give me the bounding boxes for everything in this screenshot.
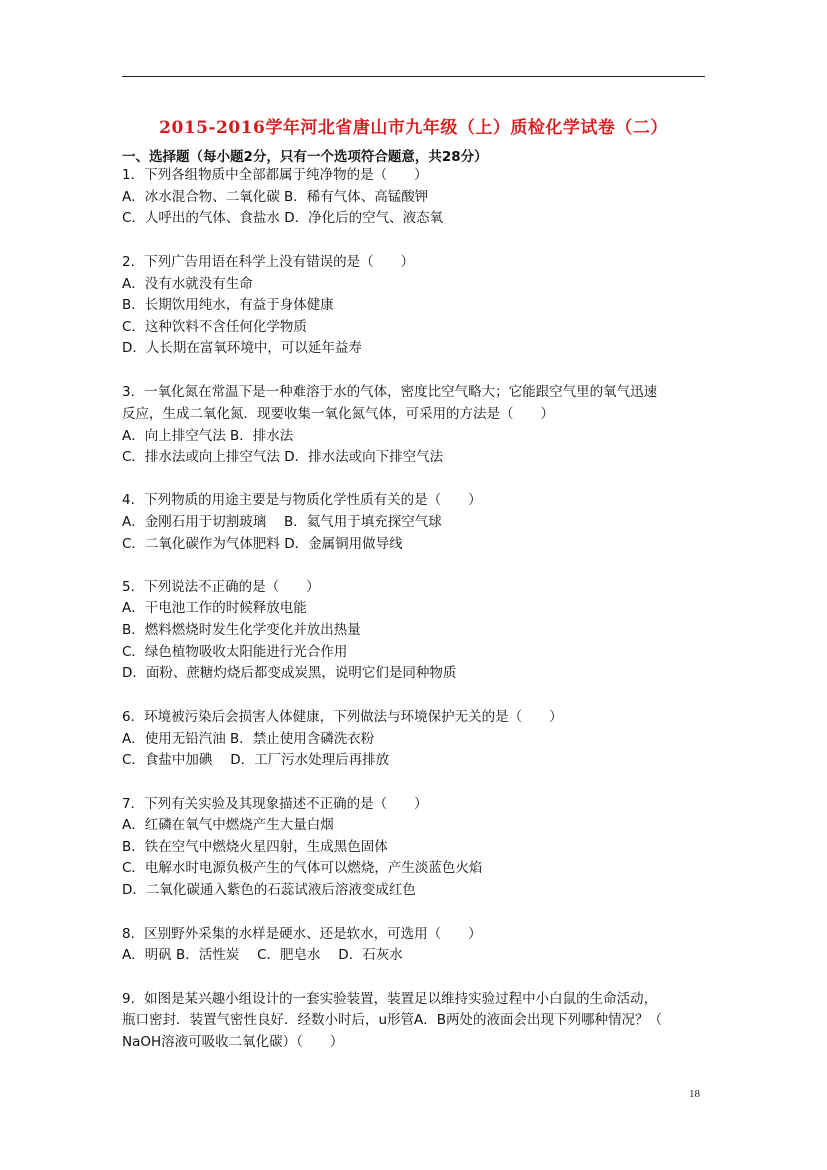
question-stem: 2．下列广告用语在科学上没有错误的是（ ）: [122, 254, 415, 270]
answer-option: B．燃料燃烧时发生化学变化并放出热量: [122, 622, 361, 638]
question-stem: 1．下列各组物质中全部都属于纯净物的是（ ）: [122, 167, 428, 183]
answer-options: C．食盐中加碘 D．工厂污水处理后再排放: [122, 752, 390, 768]
answer-options: A．向上排空气法 B．排水法: [122, 428, 294, 444]
page-number: 18: [689, 1088, 700, 1100]
answer-options: C．排水法或向上排空气法 D．排水法或向下排空气法: [122, 449, 444, 465]
answer-options: A．明矾 B．活性炭 C．肥皂水 D．石灰水: [122, 947, 403, 963]
question-stem: 4．下列物质的用途主要是与物质化学性质有关的是（ ）: [122, 492, 482, 508]
answer-option: B．铁在空气中燃烧火星四射，生成黑色固体: [122, 839, 388, 855]
question-stem-continued: NaOH溶液可吸收二氧化碳）（ ）: [122, 1034, 344, 1050]
answer-option: A．没有水就没有生命: [122, 276, 253, 292]
answer-option: B．长期饮用纯水，有益于身体健康: [122, 297, 334, 313]
question-stem: 6．环境被污染后会损害人体健康，下列做法与环境保护无关的是（ ）: [122, 709, 563, 725]
answer-options: A．冰水混合物、二氧化碳 B．稀有气体、高锰酸钾: [122, 189, 429, 205]
answer-options: A．金刚石用于切割玻璃 B．氦气用于填充探空气球: [122, 514, 442, 530]
exam-title: 2015-2016学年河北省唐山市九年级（上）质检化学试卷（二）: [159, 118, 668, 138]
answer-options: A．使用无铅汽油 B．禁止使用含磷洗衣粉: [122, 731, 375, 747]
answer-option: D．面粉、蔗糖灼烧后都变成炭黑，说明它们是同种物质: [122, 665, 457, 681]
question-stem: 3．一氧化氮在常温下是一种难溶于水的气体，密度比空气略大；它能跟空气里的氧气迅速: [122, 384, 658, 400]
question-stem-continued: 反应，生成二氧化氮．现要收集一氧化氮气体，可采用的方法是（ ）: [122, 406, 554, 422]
answer-options: C．二氧化碳作为气体肥料 D．金属铜用做导线: [122, 536, 403, 552]
section-heading: 一、选择题（每小题2分，只有一个选项符合题意，共28分）: [122, 149, 488, 165]
question-stem: 7．下列有关实验及其现象描述不正确的是（ ）: [122, 796, 428, 812]
answer-options: C．人呼出的气体、食盐水 D．净化后的空气、液态氧: [122, 210, 444, 226]
answer-option: A．干电池工作的时候释放电能: [122, 600, 307, 616]
header-rule: [122, 76, 705, 77]
answer-option: A．红磷在氧气中燃烧产生大量白烟: [122, 817, 334, 833]
answer-option: C．这种饮料不含任何化学物质: [122, 319, 307, 335]
answer-option: C．电解水时电源负极产生的气体可以燃烧，产生淡蓝色火焰: [122, 860, 483, 876]
question-stem: 5．下列说法不正确的是（ ）: [122, 579, 320, 595]
question-stem-continued: 瓶口密封．装置气密性良好．经数小时后，u形管A．B两处的液面会出现下列哪种情况？（: [122, 1012, 663, 1028]
answer-option: D．人长期在富氧环境中，可以延年益寿: [122, 340, 362, 356]
answer-option: C．绿色植物吸收太阳能进行光合作用: [122, 644, 348, 660]
question-stem: 9．如图是某兴趣小组设计的一套实验装置，装置足以维持实验过程中小白鼠的生命活动，: [122, 991, 658, 1007]
question-stem: 8．区别野外采集的水样是硬水、还是软水，可选用（ ）: [122, 926, 482, 942]
answer-option: D．二氧化碳通入紫色的石蕊试液后溶液变成红色: [122, 882, 416, 898]
